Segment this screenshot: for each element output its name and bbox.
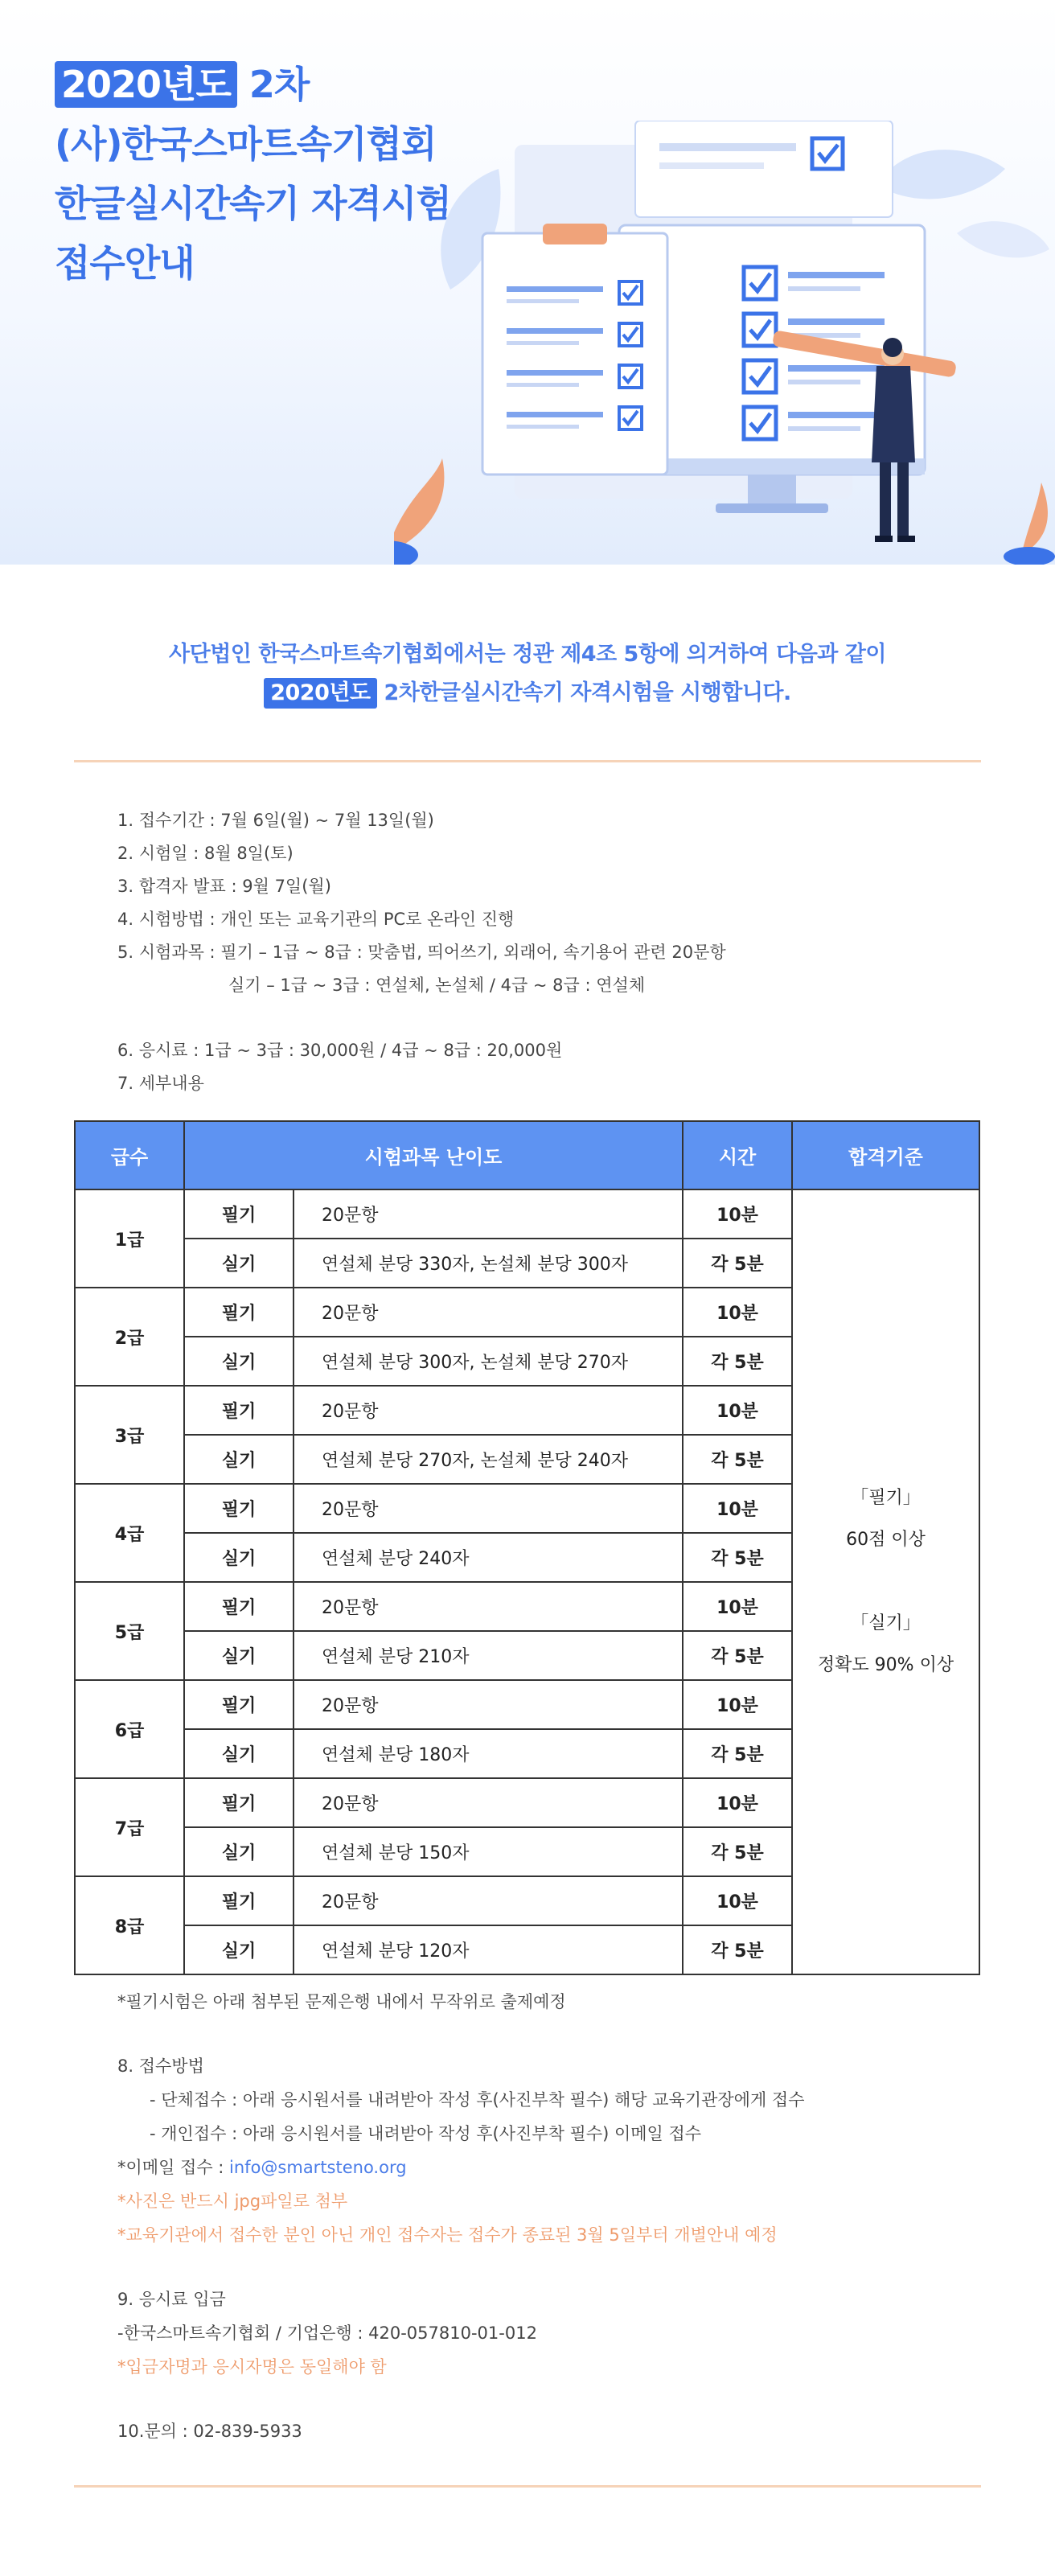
table-note: *필기시험은 아래 첨부된 문제은행 내에서 무작위로 출제예정 [117,1992,566,2011]
table-row [75,1189,979,1239]
written-desc: 20문항 [294,1778,683,1827]
plant-decoration [394,458,444,555]
header-grade: 급수 [75,1121,184,1189]
practical-desc: 연설체 분당 120자 [294,1925,683,1974]
type-written: 필기 [184,1189,294,1239]
grade-cell: 1급 [75,1189,184,1288]
type-written: 필기 [184,1484,294,1533]
written-desc: 20문항 [294,1484,683,1533]
written-desc: 20문항 [294,1288,683,1337]
grade-cell: 8급 [75,1876,184,1974]
written-desc: 20문항 [294,1386,683,1435]
plant-decoration [394,540,418,565]
grade-table [74,1120,980,1975]
payment-note: *입금자명과 응시자명은 동일해야 함 [117,2357,387,2377]
practical-time: 각 5분 [683,1631,792,1680]
hero-title [55,55,451,293]
type-written: 필기 [184,1876,294,1925]
type-practical: 실기 [184,1435,294,1484]
checklist-illustration [394,121,1055,565]
practical-time: 각 5분 [683,1533,792,1582]
grade-cell: 5급 [75,1582,184,1680]
plant-decoration [1021,483,1048,555]
info-item-announcement: 3. 합격자 발표 : 9월 7일(월) [117,877,331,896]
type-practical: 실기 [184,1827,294,1876]
type-written: 필기 [184,1386,294,1435]
photo-note: *사진은 반드시 jpg파일로 첨부 [117,2192,348,2211]
plant-decoration [1004,547,1055,565]
intro-line-2-rest: 2차한글실시간속기 자격시험을 시행합니다. [376,680,791,705]
practical-desc: 연설체 분당 240자 [294,1533,683,1582]
hero-title-line-2: (사)한국스마트속기협회 [55,122,437,166]
header-subject: 시험과목 난이도 [184,1121,683,1189]
practical-time: 각 5분 [683,1827,792,1876]
hero-title-line-4: 접수안내 [55,241,195,285]
info-item-subjects-practical: 실기 – 1급 ~ 3급 : 연설체, 논설체 / 4급 ~ 8급 : 연설체 [228,976,646,995]
written-time: 10분 [683,1484,792,1533]
written-desc: 20문항 [294,1876,683,1925]
contact-line: 10.문의 : 02-839-5933 [117,2422,302,2441]
criteria-written-label: 「필기」 [851,1488,921,1508]
written-time: 10분 [683,1680,792,1729]
header-criteria: 합격기준 [792,1121,979,1189]
info-item-period: 1. 접수기간 : 7월 6일(월) ~ 7월 13일(월) [117,811,434,830]
criteria-written-value: 60점 이상 [846,1530,926,1550]
grade-cell: 3급 [75,1386,184,1484]
application-notes [117,1985,970,2448]
payment-title: 9. 응시료 입금 [117,2290,226,2309]
written-time: 10분 [683,1386,792,1435]
type-written: 필기 [184,1778,294,1827]
practical-time: 각 5분 [683,1337,792,1386]
info-item-fee: 6. 응시료 : 1급 ~ 3급 : 30,000원 / 4급 ~ 8급 : 20,000원 [117,1041,563,1060]
practical-time: 각 5분 [683,1729,792,1778]
exam-info-list [117,804,970,1100]
written-desc: 20문항 [294,1582,683,1631]
type-written: 필기 [184,1288,294,1337]
practical-desc: 연설체 분당 150자 [294,1827,683,1876]
written-time: 10분 [683,1778,792,1827]
intro-text [0,635,1055,713]
written-time: 10분 [683,1189,792,1239]
hero-title-line-1 [55,55,451,114]
hero-title-line-3: 한글실시간속기 자격시험 [55,182,451,225]
practical-desc: 연설체 분당 300자, 논설체 분당 270자 [294,1337,683,1386]
email-label: *이메일 접수 : [117,2158,230,2177]
written-time: 10분 [683,1876,792,1925]
practical-time: 각 5분 [683,1925,792,1974]
payment-account: -한국스마트속기협회 / 기업은행 : 420-057810-01-012 [117,2323,537,2343]
practical-desc: 연설체 분당 270자, 논설체 분당 240자 [294,1435,683,1484]
criteria-practical-value: 정확도 90% 이상 [817,1655,954,1675]
grade-cell: 4급 [75,1484,184,1582]
grade-cell: 7급 [75,1778,184,1876]
type-practical: 실기 [184,1631,294,1680]
institution-note: *교육기관에서 접수한 분인 아닌 개인 접수자는 접수가 종료된 3월 5일부터 개별안내 예정 [117,2225,778,2245]
table-header-row [75,1121,979,1189]
written-time: 10분 [683,1582,792,1631]
practical-desc: 연설체 분당 210자 [294,1631,683,1680]
intro-line-2 [0,674,1055,713]
method-group: - 단체접수 : 아래 응시원서를 내려받아 작성 후(사진부착 필수) 해당 교육기관장에게 접수 [150,2090,805,2110]
intro-year-badge: 2020년도 [264,678,376,709]
practical-desc: 연설체 분당 180자 [294,1729,683,1778]
type-written: 필기 [184,1582,294,1631]
email-line [117,2151,970,2184]
written-desc: 20문항 [294,1680,683,1729]
section-divider [74,760,981,762]
info-item-exam-date: 2. 시험일 : 8월 8일(토) [117,844,294,863]
type-practical: 실기 [184,1337,294,1386]
info-item-method: 4. 시험방법 : 개인 또는 교육기관의 PC로 온라인 진행 [117,910,515,929]
practical-desc: 연설체 분당 330자, 논설체 분당 300자 [294,1239,683,1288]
bottom-divider [74,2485,981,2488]
leaf-decoration [876,150,1005,199]
intro-line-1: 사단법인 한국스마트속기협회에서는 정관 제4조 5항에 의거하여 다음과 같이 [169,642,886,667]
written-time: 10분 [683,1288,792,1337]
hero-round: 2차 [236,63,310,106]
header-time: 시간 [683,1121,792,1189]
pass-criteria [792,1189,979,1974]
type-practical: 실기 [184,1925,294,1974]
grade-cell: 6급 [75,1680,184,1778]
email-link[interactable]: info@smartsteno.org [229,2158,407,2177]
type-written: 필기 [184,1680,294,1729]
type-practical: 실기 [184,1533,294,1582]
practical-time: 각 5분 [683,1435,792,1484]
type-practical: 실기 [184,1729,294,1778]
method-individual: - 개인접수 : 아래 응시원서를 내려받아 작성 후(사진부착 필수) 이메일 접수 [150,2124,702,2143]
type-practical: 실기 [184,1239,294,1288]
leaf-decoration [957,221,1049,257]
hero-banner [0,0,1055,565]
hero-year-badge: 2020년도 [55,61,237,108]
grade-cell: 2급 [75,1288,184,1386]
info-item-details: 7. 세부내용 [117,1074,204,1093]
criteria-practical-label: 「실기」 [851,1613,921,1633]
method-title: 8. 접수방법 [117,2056,204,2076]
written-desc: 20문항 [294,1189,683,1239]
practical-time: 각 5분 [683,1239,792,1288]
info-item-subjects: 5. 시험과목 : 필기 – 1급 ~ 8급 : 맞춤법, 띄어쓰기, 외래어, 속기용어 관련 20문항 [117,943,726,962]
